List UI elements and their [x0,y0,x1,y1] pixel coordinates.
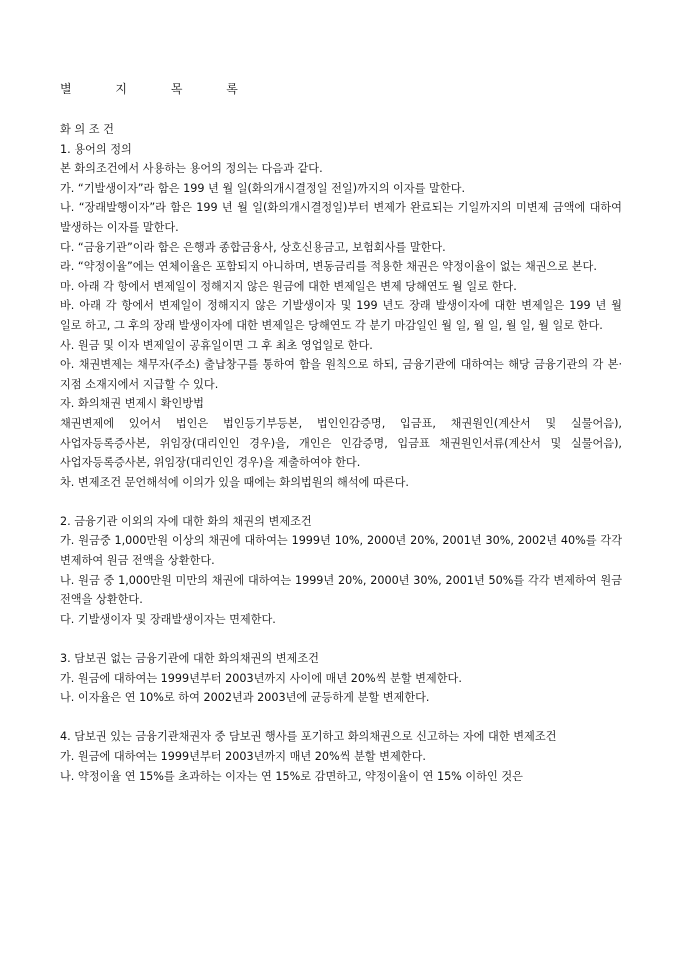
document-line: 4. 담보권 있는 금융기관채권자 중 담보권 행사를 포기하고 화의채권으로 신고하는 자에 대한 변제조건 [60,730,557,744]
document-line: 사. 원금 및 이자 변제일이 공휴일이면 그 후 최초 영업일로 한다. [60,338,373,352]
document-line: 다. “금융기관”이라 함은 은행과 종합금융사, 상호신용금고, 보험회사를 말한다. [60,240,446,254]
document-line: 1. 용어의 정의 [60,142,132,156]
document-line: 다. 기발생이자 및 장래발생이자는 면제한다. [60,612,276,626]
document-line: 가. 원금중 1,000만원 이상의 채권에 대하여는 1999년 10%, 2000년 20%, 2001년 30%, 2002년 40%를 각각 변제하여 원금 전액을 상환한다. [60,534,622,568]
document-line: 바. 아래 각 항에서 변제일이 정해지지 않은 기발생이자 및 199 년도 장래 발생이자에 대한 변제일은 199 년 월 일로 하고, 그 후의 장래 발생이자에 대한 변제일은 당해연도 각 분기 마감일인 월 일, 월 일, 월 일, 월 일로 한다. [60,299,622,332]
paragraph-gap [60,708,622,728]
document-line: 2. 금융기관 이외의 자에 대한 화의 채권의 변제조건 [60,514,312,528]
document-line: 가. “기발생이자”라 함은 199 년 월 일(화의개시결정일 전일)까지의 이자를 말한다. [60,181,466,195]
document-line: 나. 원금 중 1,000만원 미만의 채권에 대하여는 1999년 20%, 2000년 30%, 2001년 50%를 각각 변제하여 원금 전액을 상환한다. [60,573,622,607]
document-line: 가. 원금에 대하여는 1999년부터 2003년까지 사이에 매년 20%씩 분할 변제한다. [60,671,462,685]
document-line: 나. 약정이율 연 15%를 초과하는 이자는 연 15%로 감면하고, 약정이율이 연 15% 이하인 것은 [60,769,523,783]
document-line: 채권변제에 있어서 법인은 법인등기부등본, 법인인감증명, 입금표, 채권원인(계산서 및 실물어음), 사업자등록증사본, 위임장(대리인인 경우)을, 개인은 인감증명, 입금표 채권원인서류(계산서 및 실물어음), 사업자등록증사본, 위임장(대리인인 경우)을 제출하여야 한다. [60,416,622,470]
document-line: 가. 원금에 대하여는 1999년부터 2003년까지 매년 20%씩 분할 변제한다. [60,750,426,763]
document-line: 나. “장래발행이자”라 함은 199 년 월 일(화의개시결정일)부터 변제가 완료되는 기일까지의 미변제 금액에 대하여 발생하는 이자를 말한다. [60,201,622,234]
document-line: 나. 이자율은 연 10%로 하여 2002년과 2003년에 균등하게 분할 변제한다. [60,691,430,705]
document-line: 아. 채권변제는 채무자(주소) 출납창구를 통하여 함을 원칙으로 하되, 금융기관에 대하여는 해당 금융기관의 각 본·지점 소재지에서 지급할 수 있다. [60,358,622,391]
document-line: 3. 담보권 없는 금융기관에 대한 화의채권의 변제조건 [60,652,319,666]
document-line: 본 화의조건에서 사용하는 용어의 정의는 다음과 같다. [60,162,323,176]
document-title: 별 지 목 록 [60,82,258,96]
document-line: 마. 아래 각 항에서 변제일이 정해지지 않은 원금에 대한 변제일은 변제 당해연도 월 일로 한다. [60,279,517,293]
document-line: 자. 화의채권 변제시 확인방법 [60,397,204,411]
document-body [60,120,622,786]
document-line: 라. “약정이율”에는 연체이율은 포함되지 아니하며, 변동금리를 적용한 채권은 약정이율이 없는 채권으로 본다. [60,260,597,274]
paragraph-gap [60,492,622,512]
document-line: 화 의 조 건 [60,123,114,136]
document-line: 차. 변제조건 문언해석에 이의가 있을 때에는 화의법원의 해석에 따른다. [60,475,409,489]
paragraph-gap [60,629,622,649]
